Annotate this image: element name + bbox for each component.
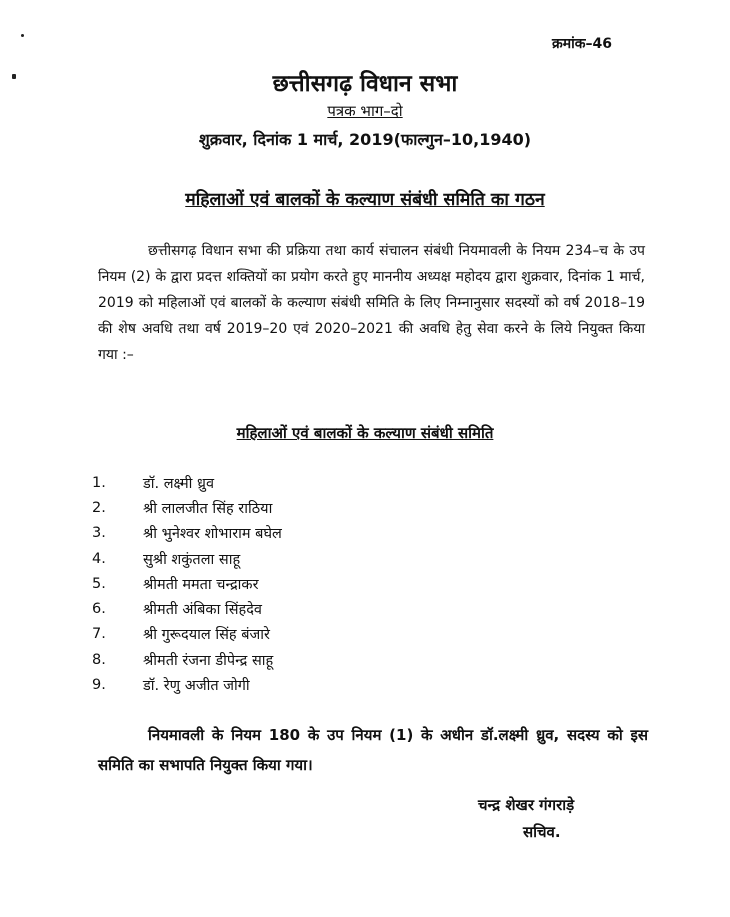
signatory-name: चन्द्र शेखर गंगराड़े bbox=[478, 796, 575, 814]
body-paragraph: छत्तीसगढ़ विधान सभा की प्रक्रिया तथा कार्य संचालन संबंधी नियमावली के नियम 234–च के उप नियम (2) के द्वारा प्रदत्त शक्तियों का प्रयोग करते हुए माननीय अध्यक्ष महोदय द्वारा शुक्रवार, दिनांक 1 मार्च, 2019 को महिलाओं एवं बालकों के कल्याण संबंधी समिति के लिए निम्नानुसार सदस्यों को वर्ष 2018–19 की शेष अवधि तथा वर्ष 2019–20 एवं 2020–2021 की अवधि हेतु सेवा करने के लिये नियुक्त किया गया :– bbox=[98, 243, 645, 363]
member-name: डॉ. रेणु अजीत जोगी bbox=[143, 678, 250, 695]
member-number: 1. bbox=[92, 474, 106, 491]
document-heading: महिलाओं एवं बालकों के कल्याण संबंधी समिति का गठन bbox=[185, 190, 545, 210]
bulletin-part: पत्रक भाग–दो bbox=[327, 102, 403, 120]
member-number: 7. bbox=[92, 626, 106, 643]
member-name: श्री लालजीत सिंह राठिया bbox=[143, 500, 273, 517]
member-item bbox=[92, 470, 282, 495]
signatory-designation: सचिव. bbox=[523, 823, 561, 841]
closing-paragraph: नियमावली के नियम 180 के उप नियम (1) के अधीन डॉ.लक्ष्मी ध्रुव, सदस्य को इस समिति का सभापति नियुक्त किया गया। bbox=[98, 726, 648, 774]
member-item bbox=[92, 546, 282, 571]
member-number: 4. bbox=[92, 550, 106, 567]
scan-speck bbox=[21, 34, 24, 37]
assembly-name: छत्तीसगढ़ विधान सभा bbox=[272, 71, 458, 97]
member-item bbox=[92, 596, 282, 621]
member-number: 3. bbox=[92, 525, 106, 542]
member-name: डॉ. लक्ष्मी ध्रुव bbox=[143, 475, 215, 492]
member-name: श्री गुरूदयाल सिंह बंजारे bbox=[143, 627, 270, 644]
date-line: शुक्रवार, दिनांक 1 मार्च, 2019(फाल्गुन–10,1940) bbox=[198, 130, 532, 149]
member-number: 9. bbox=[92, 677, 106, 694]
member-number: 5. bbox=[92, 575, 106, 592]
member-item bbox=[92, 622, 282, 647]
committee-title: महिलाओं एवं बालकों के कल्याण संबंधी समिति bbox=[236, 424, 494, 442]
serial-number: क्रमांक–46 bbox=[552, 36, 612, 52]
member-list bbox=[92, 470, 282, 698]
member-name: श्री भुनेश्वर शोभाराम बघेल bbox=[143, 526, 282, 543]
member-item bbox=[92, 571, 282, 596]
member-item bbox=[92, 672, 282, 697]
member-name: श्रीमती रंजना डीपेन्द्र साहू bbox=[143, 652, 274, 669]
member-name: श्रीमती ममता चन्द्राकर bbox=[143, 576, 259, 593]
member-item bbox=[92, 647, 282, 672]
member-number: 2. bbox=[92, 499, 106, 516]
member-name: सुश्री शकुंतला साहू bbox=[143, 551, 241, 568]
member-number: 6. bbox=[92, 601, 106, 618]
member-item bbox=[92, 495, 282, 520]
member-item bbox=[92, 521, 282, 546]
member-name: श्रीमती अंबिका सिंहदेव bbox=[143, 602, 262, 619]
member-number: 8. bbox=[92, 651, 106, 668]
